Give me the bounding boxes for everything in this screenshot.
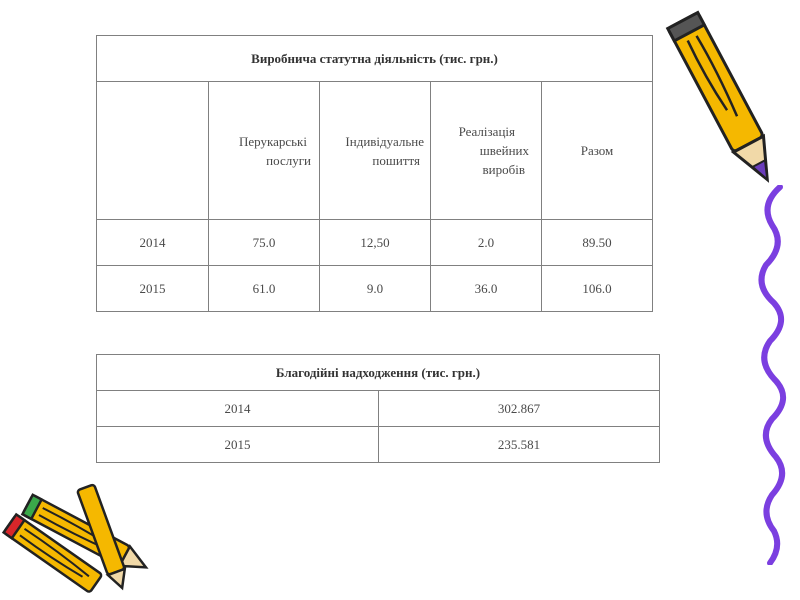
header-total: Разом bbox=[542, 82, 653, 220]
table-row bbox=[97, 220, 653, 266]
table-row bbox=[97, 391, 660, 427]
header-empty-cell bbox=[97, 82, 209, 220]
table-row bbox=[97, 266, 653, 312]
pencils-group-icon bbox=[0, 480, 170, 595]
row-value: 61.0 bbox=[209, 266, 320, 312]
row-year: 2015 bbox=[97, 427, 379, 463]
row-value: 75.0 bbox=[209, 220, 320, 266]
squiggle-decoration-icon bbox=[750, 185, 800, 565]
row-value: 235.581 bbox=[379, 427, 660, 463]
charity-income-table bbox=[96, 354, 660, 463]
row-value: 36.0 bbox=[431, 266, 542, 312]
production-table-title: Виробнича статутна діяльність (тис. грн.) bbox=[97, 36, 653, 82]
row-value: 302.867 bbox=[379, 391, 660, 427]
charity-table-title: Благодійні надходження (тис. грн.) bbox=[97, 355, 660, 391]
row-total: 89.50 bbox=[542, 220, 653, 266]
row-year: 2015 bbox=[97, 266, 209, 312]
pencil-icon bbox=[660, 0, 790, 200]
row-year: 2014 bbox=[97, 391, 379, 427]
header-hairdressing: Перукарські послуги bbox=[209, 82, 320, 220]
row-value: 9.0 bbox=[320, 266, 431, 312]
row-total: 106.0 bbox=[542, 266, 653, 312]
production-activity-table bbox=[96, 35, 653, 312]
row-year: 2014 bbox=[97, 220, 209, 266]
row-value: 2.0 bbox=[431, 220, 542, 266]
header-tailoring: Індивідуальне пошиття bbox=[320, 82, 431, 220]
row-value: 12,50 bbox=[320, 220, 431, 266]
production-header-row bbox=[97, 82, 653, 220]
header-garment-sales: Реалізація швейних виробів bbox=[431, 82, 542, 220]
table-row bbox=[97, 427, 660, 463]
